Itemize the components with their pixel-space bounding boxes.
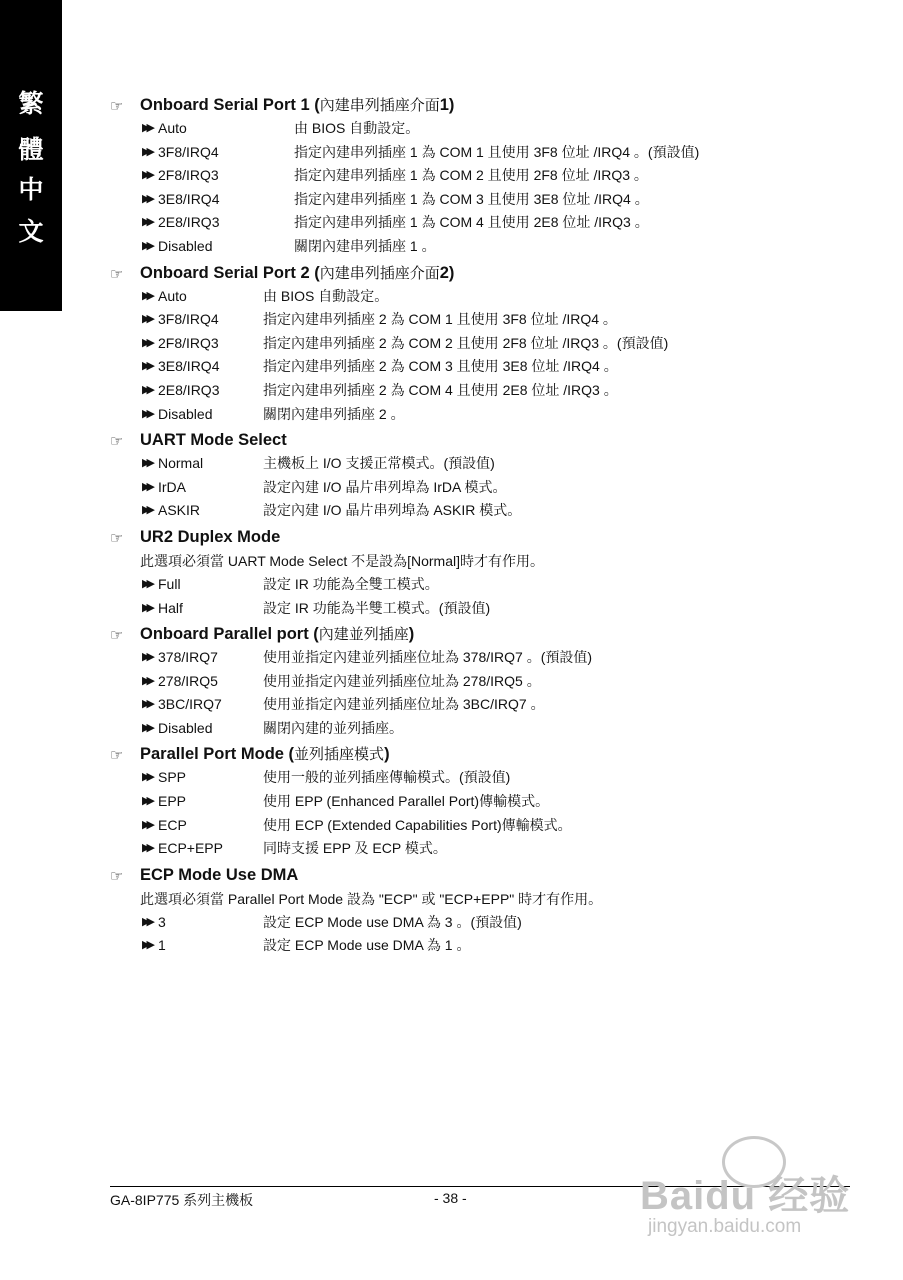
double-arrow-icon: ▶▶ [142, 360, 151, 373]
option-description: 指定內建串列插座 2 為 COM 2 且使用 2F8 位址 /IRQ3 。(預設值) [263, 334, 669, 351]
option-name: 3 [158, 913, 166, 930]
double-arrow-icon: ▶▶ [142, 216, 151, 229]
heading-title: UART Mode Select [140, 431, 287, 450]
option-name: Disabled [158, 237, 213, 254]
heading-title: ECP Mode Use DMA [140, 865, 299, 884]
option-description: 由 BIOS 自動設定。 [294, 120, 420, 136]
watermark-logo [640, 1136, 880, 1246]
double-arrow-icon: ▶▶ [142, 771, 151, 784]
heading-title-cjk: 並列插座模式 [294, 745, 385, 764]
option-name: 2E8/IRQ3 [158, 381, 220, 398]
heading-title: Onboard Serial Port 1 ( [140, 96, 320, 114]
option-description: 使用並指定內建並列插座位址為 278/IRQ5 。 [263, 672, 541, 689]
option-row [110, 117, 810, 141]
option-description: 指定內建串列插座 2 為 COM 1 且使用 3F8 位址 /IRQ4 。 [263, 311, 617, 328]
pointing-hand-icon: ☞ [110, 529, 124, 547]
option-row [110, 573, 810, 597]
option-description: 關閉內建串列插座 1 。 [294, 237, 436, 254]
footer-model: GA-8IP775 系列主機板 [110, 1192, 254, 1208]
pointing-hand-icon: ☞ [110, 265, 124, 283]
double-arrow-icon: ▶▶ [142, 313, 151, 326]
option-name: 3F8/IRQ4 [158, 143, 219, 160]
option-description: 使用一般的並列插座傳輸模式。(預設值) [263, 769, 511, 786]
option-row [110, 211, 810, 235]
pointing-hand-icon: ☞ [110, 867, 124, 885]
double-arrow-icon: ▶▶ [142, 407, 151, 420]
double-arrow-icon: ▶▶ [142, 289, 151, 302]
heading-title-end: ) [408, 625, 415, 644]
option-name: 2F8/IRQ3 [158, 167, 219, 184]
option-row [110, 790, 810, 814]
option-description: 使用並指定內建並列插座位址為 378/IRQ7 。(預設值) [263, 649, 593, 666]
option-name: Auto [158, 120, 187, 136]
option-name: Disabled [158, 719, 213, 736]
section-description: 此選項必須當 UART Mode Select 不是設為[Normal]時才有作用。 [140, 552, 544, 569]
option-row [110, 355, 810, 379]
double-arrow-icon: ▶▶ [142, 169, 151, 182]
double-arrow-icon: ▶▶ [142, 939, 151, 952]
option-description: 指定內建串列插座 2 為 COM 3 且使用 3E8 位址 /IRQ4 。 [263, 358, 618, 375]
heading-title-end: 2) [439, 263, 455, 282]
bios-setting-section [110, 525, 810, 622]
option-name: EPP [158, 793, 187, 810]
option-row [110, 285, 810, 309]
double-arrow-icon: ▶▶ [142, 383, 151, 396]
heading-title: Onboard Parallel port ( [140, 625, 319, 644]
option-description: 使用 EPP (Enhanced Parallel Port)傳輸模式。 [263, 793, 550, 810]
option-description: 關閉內建串列插座 2 。 [263, 405, 405, 422]
section-heading [110, 622, 810, 646]
manual-content [110, 93, 810, 960]
option-row [110, 332, 810, 356]
heading-title-cjk: 內建並列插座 [318, 625, 409, 644]
option-name: 278/IRQ5 [158, 672, 218, 689]
option-name: IrDA [158, 478, 186, 495]
section-heading [110, 93, 810, 117]
double-arrow-icon: ▶▶ [142, 601, 151, 614]
option-name: ECP [158, 816, 187, 833]
option-name: 2E8/IRQ3 [158, 214, 220, 231]
option-name: 3E8/IRQ4 [158, 190, 220, 207]
double-arrow-icon: ▶▶ [142, 651, 151, 664]
double-arrow-icon: ▶▶ [142, 336, 151, 349]
option-description: 設定 IR 功能為全雙工模式。 [263, 575, 439, 592]
section-heading [110, 261, 810, 285]
option-row [110, 476, 810, 500]
option-row [110, 814, 810, 838]
option-row [110, 379, 810, 403]
option-row [110, 188, 810, 212]
option-name: Half [158, 599, 183, 616]
option-row [110, 670, 810, 694]
option-row [110, 837, 810, 861]
option-description: 同時支援 EPP 及 ECP 模式。 [263, 840, 447, 857]
option-row [110, 646, 810, 670]
option-name: 3E8/IRQ4 [158, 358, 220, 375]
option-name: Full [158, 575, 181, 592]
watermark-url: jingyan.baidu.com [648, 1216, 802, 1237]
option-name: ASKIR [158, 502, 201, 519]
option-row [110, 164, 810, 188]
heading-title: Parallel Port Mode ( [140, 745, 295, 764]
heading-title-end: 1) [439, 96, 455, 114]
option-row [110, 308, 810, 332]
double-arrow-icon: ▶▶ [142, 145, 151, 158]
double-arrow-icon: ▶▶ [142, 842, 151, 855]
heading-title: UR2 Duplex Mode [140, 527, 281, 546]
double-arrow-icon: ▶▶ [142, 457, 151, 470]
side-tab-char: 文 [18, 217, 44, 246]
option-description: 設定 IR 功能為半雙工模式。(預設值) [263, 599, 491, 616]
bios-setting-section [110, 622, 810, 742]
watermark-brand: Baidu 经验 [640, 1174, 851, 1218]
bios-setting-section [110, 742, 810, 862]
option-name: 3BC/IRQ7 [158, 696, 222, 713]
bios-setting-section [110, 428, 810, 525]
option-row [110, 766, 810, 790]
page-number: - 38 - [434, 1190, 467, 1206]
section-description: 此選項必須當 Parallel Port Mode 設為 "ECP" 或 "ECP+EPP" 時才有作用。 [140, 890, 603, 907]
option-row [110, 141, 810, 165]
section-heading [110, 525, 810, 549]
double-arrow-icon: ▶▶ [142, 721, 151, 734]
heading-title-cjk: 內建串列插座介面 [319, 96, 440, 114]
option-name: Auto [158, 287, 187, 304]
option-description: 關閉內建的並列插座。 [263, 719, 403, 736]
heading-title: Onboard Serial Port 2 ( [140, 263, 320, 282]
option-description: 指定內建串列插座 1 為 COM 2 且使用 2F8 位址 /IRQ3 。 [294, 167, 648, 184]
double-arrow-icon: ▶▶ [142, 480, 151, 493]
option-name: 378/IRQ7 [158, 649, 218, 666]
pointing-hand-icon: ☞ [110, 433, 124, 451]
double-arrow-icon: ▶▶ [142, 122, 151, 134]
section-gap [110, 958, 810, 960]
option-name: SPP [158, 769, 187, 786]
double-arrow-icon: ▶▶ [142, 795, 151, 808]
double-arrow-icon: ▶▶ [142, 698, 151, 711]
double-arrow-icon: ▶▶ [142, 192, 151, 205]
option-row [110, 499, 810, 523]
option-name: Normal [158, 455, 204, 472]
double-arrow-icon: ▶▶ [142, 239, 151, 252]
option-row [110, 693, 810, 717]
double-arrow-icon: ▶▶ [142, 818, 151, 831]
side-tab-char: 繁 [18, 89, 44, 118]
option-description: 指定內建串列插座 2 為 COM 4 且使用 2E8 位址 /IRQ3 。 [263, 381, 618, 398]
side-tab-char: 中 [18, 175, 44, 204]
option-row [110, 717, 810, 741]
option-description: 指定內建串列插座 1 為 COM 3 且使用 3E8 位址 /IRQ4 。 [294, 190, 649, 207]
double-arrow-icon: ▶▶ [142, 577, 151, 590]
double-arrow-icon: ▶▶ [142, 674, 151, 687]
option-description: 設定內建 I/O 晶片串列埠為 IrDA 模式。 [263, 478, 507, 495]
section-heading [110, 863, 810, 887]
option-description: 設定內建 I/O 晶片串列埠為 ASKIR 模式。 [263, 502, 522, 519]
option-description: 指定內建串列插座 1 為 COM 4 且使用 2E8 位址 /IRQ3 。 [294, 214, 649, 231]
option-description: 設定 ECP Mode use DMA 為 1 。 [263, 937, 471, 954]
section-heading [110, 742, 810, 766]
bios-setting-section [110, 863, 810, 960]
bios-setting-section [110, 261, 810, 429]
option-description: 指定內建串列插座 1 為 COM 1 且使用 3F8 位址 /IRQ4 。(預設值) [294, 143, 700, 160]
double-arrow-icon: ▶▶ [142, 504, 151, 517]
option-row [110, 403, 810, 427]
option-row [110, 235, 810, 259]
pointing-hand-icon: ☞ [110, 627, 124, 645]
option-row [110, 597, 810, 621]
double-arrow-icon: ▶▶ [142, 915, 151, 928]
option-row [110, 934, 810, 958]
option-name: 1 [158, 937, 166, 954]
heading-title-end: ) [384, 745, 390, 764]
option-name: 2F8/IRQ3 [158, 334, 219, 351]
option-row [110, 911, 810, 935]
option-name: 3F8/IRQ4 [158, 311, 219, 328]
option-name: Disabled [158, 405, 213, 422]
option-description: 由 BIOS 自動設定。 [263, 287, 389, 304]
pointing-hand-icon: ☞ [110, 98, 124, 115]
pointing-hand-icon: ☞ [110, 747, 124, 765]
bios-setting-section [110, 93, 810, 261]
section-heading [110, 428, 810, 452]
option-row [110, 452, 810, 476]
language-side-tab [0, 0, 62, 311]
option-name: ECP+EPP [158, 840, 223, 857]
option-description: 使用並指定內建並列插座位址為 3BC/IRQ7 。 [263, 696, 545, 713]
side-tab-char: 體 [18, 135, 44, 164]
option-description: 設定 ECP Mode use DMA 為 3 。(預設值) [263, 913, 522, 930]
option-description: 主機板上 I/O 支援正常模式。(預設值) [263, 455, 495, 472]
heading-title-cjk: 內建串列插座介面 [319, 263, 440, 282]
option-description: 使用 ECP (Extended Capabilities Port)傳輸模式。 [263, 816, 572, 833]
